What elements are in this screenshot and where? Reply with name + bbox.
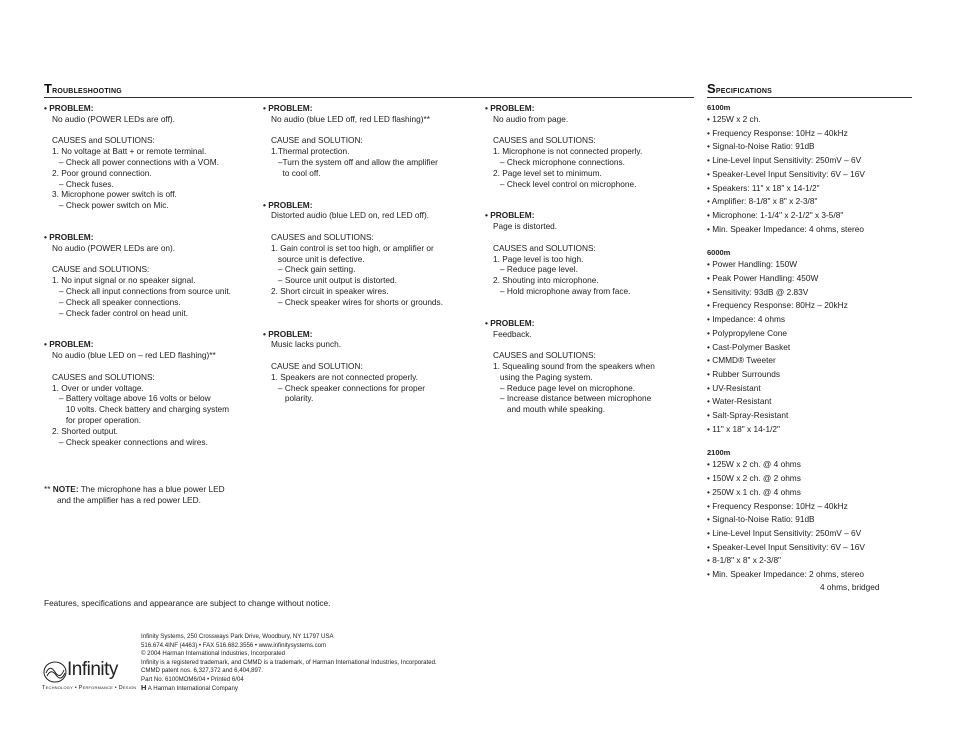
spec-group xyxy=(707,448,912,591)
problem-title: • PROBLEM: xyxy=(44,231,94,242)
problem-line: 1. Over or under voltage. xyxy=(52,382,144,393)
spec-item: • 125W x 2 ch. xyxy=(707,114,761,124)
specifications-heading xyxy=(707,81,772,96)
spec-item: • UV-Resistant xyxy=(707,382,761,393)
problem-line: Page is distorted. xyxy=(493,221,558,232)
spec-item: • Signal-to-Noise Ratio: 91dB xyxy=(707,514,815,525)
spec-item: • Rubber Surrounds xyxy=(707,368,781,379)
problem-line: 1. Page level is too high. xyxy=(493,253,584,264)
problem-line: 3. Microphone power switch is off. xyxy=(52,189,177,200)
spec-item: • Min. Speaker Impedance: 2 ohms, stereo xyxy=(707,569,864,580)
footer-info xyxy=(141,633,541,684)
problem-line: and mouth while speaking. xyxy=(493,404,606,415)
spec-item: • Microphone: 1-1/4" x 2-1/2" x 3-5/8" xyxy=(707,209,844,220)
problem-line: CAUSES and SOLUTIONS: xyxy=(493,350,596,361)
problem-line: No audio (blue LED on – red LED flashing)** xyxy=(52,350,216,361)
problem-line: No audio from page. xyxy=(493,113,569,124)
problem-line: – Reduce page level on microphone. xyxy=(493,382,636,393)
note xyxy=(44,484,284,506)
problem-line: Music lacks punch. xyxy=(271,339,342,350)
problem-line: No audio (POWER LEDs are on). xyxy=(52,242,176,253)
problem-line: – Check speaker connections and wires. xyxy=(52,436,208,447)
harman-line xyxy=(141,684,238,694)
footer-line: 516.674.4INF (4463) • FAX 516.682.3556 • www.infinitysystems.com xyxy=(141,641,327,649)
problem-line: 1. No voltage at Batt + or remote terminal. xyxy=(52,146,207,157)
spec-item: • Frequency Response: 10Hz – 40kHz xyxy=(707,500,848,511)
spec-item: • Amplifier: 8-1/8" x 8" x 2-3/8" xyxy=(707,196,818,207)
problem-line xyxy=(485,125,695,136)
troubleshooting-column-1 xyxy=(44,103,259,468)
spec-item: • Line-Level Input Sensitivity: 250mV – 6V xyxy=(707,155,862,166)
spec-item: • Speakers: 11" x 18" x 14-1/2" xyxy=(707,182,820,193)
spec-item: • Power Handling: 150W xyxy=(707,259,798,270)
problem-line xyxy=(44,254,259,265)
problem-line: – Check level control on microphone. xyxy=(493,178,637,189)
spec-group xyxy=(707,103,912,236)
heading-rest: roubleshooting xyxy=(52,84,122,96)
logo-tagline: Technology • Performance • Design xyxy=(42,685,137,691)
problem-block xyxy=(44,103,259,211)
problem-title: • PROBLEM: xyxy=(44,339,94,350)
problem-title: • PROBLEM: xyxy=(263,103,313,113)
problem-title: • PROBLEM: xyxy=(263,199,313,210)
problem-line: No audio (POWER LEDs are off). xyxy=(52,113,175,124)
problem-line: – Check gain setting. xyxy=(271,264,356,275)
spec-item: • 150W x 2 ch. @ 2 ohms xyxy=(707,473,801,484)
spec-group xyxy=(707,248,912,436)
problem-line: – Check speaker wires for shorts or grounds. xyxy=(271,296,444,307)
footer-line: Infinity is a registered trademark, and CMMD is a trademark, of Harman International Industries, Incorporated. xyxy=(141,658,437,666)
problem-block xyxy=(263,200,478,308)
problem-line: – Check power switch on Mic. xyxy=(52,200,169,211)
harman-logo-icon: H xyxy=(141,683,147,692)
problem-line: 1. Squealing sound from the speakers when xyxy=(493,360,655,371)
problem-title: • PROBLEM: xyxy=(263,328,313,339)
problem-block xyxy=(485,103,695,189)
problem-line: Feedback. xyxy=(493,328,532,339)
problem-line: CAUSES and SOLUTIONS: xyxy=(493,135,596,146)
problem-line: 1.Thermal protection. xyxy=(271,146,350,157)
problem-line: Distorted audio (blue LED on, red LED off). xyxy=(271,210,430,221)
problem-line: – Check all power connections with a VOM. xyxy=(52,156,219,167)
spec-item: • CMMD® Tweeter xyxy=(707,355,776,366)
troubleshooting-column-2 xyxy=(263,103,478,425)
spec-item: • Cast-Polymer Basket xyxy=(707,341,791,352)
heading-rest: pecifications xyxy=(715,84,773,96)
problem-block xyxy=(485,210,695,296)
problem-line: CAUSES and SOLUTIONS: xyxy=(52,135,155,146)
problem-line: – Check fader control on head unit. xyxy=(52,307,189,318)
problem-line xyxy=(485,232,695,243)
spec-item: • Impedance: 4 ohms xyxy=(707,314,786,325)
heading-initial: T xyxy=(44,81,53,96)
problem-line: 2. Shorted output. xyxy=(52,425,118,436)
problem-title: • PROBLEM: xyxy=(485,103,535,113)
problem-line: CAUSE and SOLUTION: xyxy=(271,135,363,146)
problem-block xyxy=(44,339,259,447)
problem-line: 10 volts. Check battery and charging system xyxy=(52,404,230,415)
specifications-rule xyxy=(707,97,912,98)
problem-line: to cool off. xyxy=(271,167,321,178)
spec-item-continued: 4 ohms, bridged xyxy=(820,581,880,592)
problem-line: – Check all input connections from source unit. xyxy=(52,285,231,296)
problem-line: – Check fuses. xyxy=(52,178,114,189)
problem-line: 2. Shouting into microphone. xyxy=(493,275,599,286)
note-prefix: ** xyxy=(44,484,53,494)
problem-title: • PROBLEM: xyxy=(485,317,535,328)
problem-line: source unit is defective. xyxy=(271,253,365,264)
problem-line: – Check microphone connections. xyxy=(493,156,625,167)
problem-line: 1. No input signal or no speaker signal. xyxy=(52,275,196,286)
note-text: The microphone has a blue power LED xyxy=(78,484,225,494)
spec-item: • 11" x 18" x 14-1/2" xyxy=(707,423,780,434)
troubleshooting-rule xyxy=(44,97,694,98)
spec-item: • Peak Power Handling: 450W xyxy=(707,273,819,284)
problem-line: CAUSE and SOLUTION: xyxy=(271,360,363,371)
problem-line: CAUSES and SOLUTIONS: xyxy=(271,231,374,242)
problem-line: – Battery voltage above 16 volts or below xyxy=(52,393,211,404)
problem-line: 2. Poor ground connection. xyxy=(52,167,152,178)
spec-item: • Line-Level Input Sensitivity: 250mV – 6V xyxy=(707,527,862,538)
note-label: NOTE: xyxy=(52,484,79,494)
problem-line: – Check all speaker connections. xyxy=(52,296,181,307)
problem-block xyxy=(485,318,695,415)
problem-title: • PROBLEM: xyxy=(485,210,535,221)
problem-line: CAUSES and SOLUTIONS: xyxy=(493,242,596,253)
specifications-list xyxy=(707,103,912,604)
spec-item: • Water-Resistant xyxy=(707,396,772,407)
spec-item: • Speaker-Level Input Sensitivity: 6V – 16V xyxy=(707,168,865,179)
problem-line xyxy=(44,125,259,136)
footer-line: © 2004 Harman International Industries, Incorporated xyxy=(141,650,286,657)
problem-line: 1. Gain control is set too high, or amplifier or xyxy=(271,242,434,253)
logo-word: Infinity xyxy=(67,659,118,680)
problem-block xyxy=(263,329,478,405)
spec-item: • Signal-to-Noise Ratio: 91dB xyxy=(707,141,815,152)
problem-line xyxy=(263,350,478,361)
troubleshooting-column-3 xyxy=(485,103,695,436)
problem-line: 2. Page level set to minimum. xyxy=(493,167,602,178)
spec-item: • 250W x 1 ch. @ 4 ohms xyxy=(707,486,801,497)
problem-line: No audio (blue LED off, red LED flashing)** xyxy=(271,113,430,124)
problem-line: – Reduce page level. xyxy=(493,264,578,275)
problem-line: – Hold microphone away from face. xyxy=(493,285,631,296)
spec-item: • Frequency Response: 80Hz – 20kHz xyxy=(707,300,848,311)
problem-title: • PROBLEM: xyxy=(44,103,94,113)
problem-line xyxy=(44,361,259,372)
troubleshooting-heading xyxy=(44,81,122,96)
problem-line: – Increase distance between microphone xyxy=(493,393,652,404)
footer-line: Infinity Systems, 250 Crossways Park Drive, Woodbury, NY 11797 USA xyxy=(141,633,334,640)
problem-line: –Turn the system off and allow the amplifier xyxy=(271,156,438,167)
spec-item: • Salt-Spray-Resistant xyxy=(707,410,789,421)
spec-model: 6100m xyxy=(707,103,731,112)
problem-line: – Check speaker connections for proper xyxy=(271,382,426,393)
footer-line: CMMD patent nos. 6,327,372 and 6,404,897. xyxy=(141,667,263,674)
spec-model: 2100m xyxy=(707,448,731,458)
problem-line xyxy=(263,221,478,232)
note-text-2: and the amplifier has a red power LED. xyxy=(57,494,201,505)
spec-item: • Sensitivity: 93dB @ 2.83V xyxy=(707,286,809,297)
problem-line: 2. Short circuit in speaker wires. xyxy=(271,285,389,296)
spec-item: • Speaker-Level Input Sensitivity: 6V – 16V xyxy=(707,541,865,552)
problem-line: 1. Speakers are not connected properly. xyxy=(271,371,418,382)
problem-line: for proper operation. xyxy=(52,414,142,425)
disclaimer: Features, specifications and appearance are subject to change without notice. xyxy=(44,598,331,608)
footer-line: Part No. 6100MOM6/04 • Printed 6/04 xyxy=(141,675,244,683)
spec-item: • Min. Speaker Impedance: 4 ohms, stereo xyxy=(707,223,864,234)
problem-line: CAUSE and SOLUTIONS: xyxy=(52,264,150,275)
spec-item: • Frequency Response: 10Hz – 40kHz xyxy=(707,127,848,138)
heading-initial: S xyxy=(707,81,716,96)
problem-line: CAUSES and SOLUTIONS: xyxy=(52,371,155,382)
problem-block xyxy=(263,103,478,179)
problem-line: using the Paging system. xyxy=(493,371,593,382)
problem-line: polarity. xyxy=(271,393,314,404)
problem-line: 1. Microphone is not connected properly. xyxy=(493,146,643,157)
problem-line xyxy=(485,339,695,350)
spec-item: • Polypropylene Cone xyxy=(707,327,787,338)
spec-item: • 125W x 2 ch. @ 4 ohms xyxy=(707,459,801,470)
problem-line: – Source unit output is distorted. xyxy=(271,275,397,286)
problem-line xyxy=(263,125,478,136)
problem-block xyxy=(44,232,259,318)
spec-model: 6000m xyxy=(707,248,731,258)
harman-text: A Harman International Company xyxy=(147,685,238,692)
spec-item: • 8-1/8" x 8" x 2-3/8" xyxy=(707,555,781,566)
